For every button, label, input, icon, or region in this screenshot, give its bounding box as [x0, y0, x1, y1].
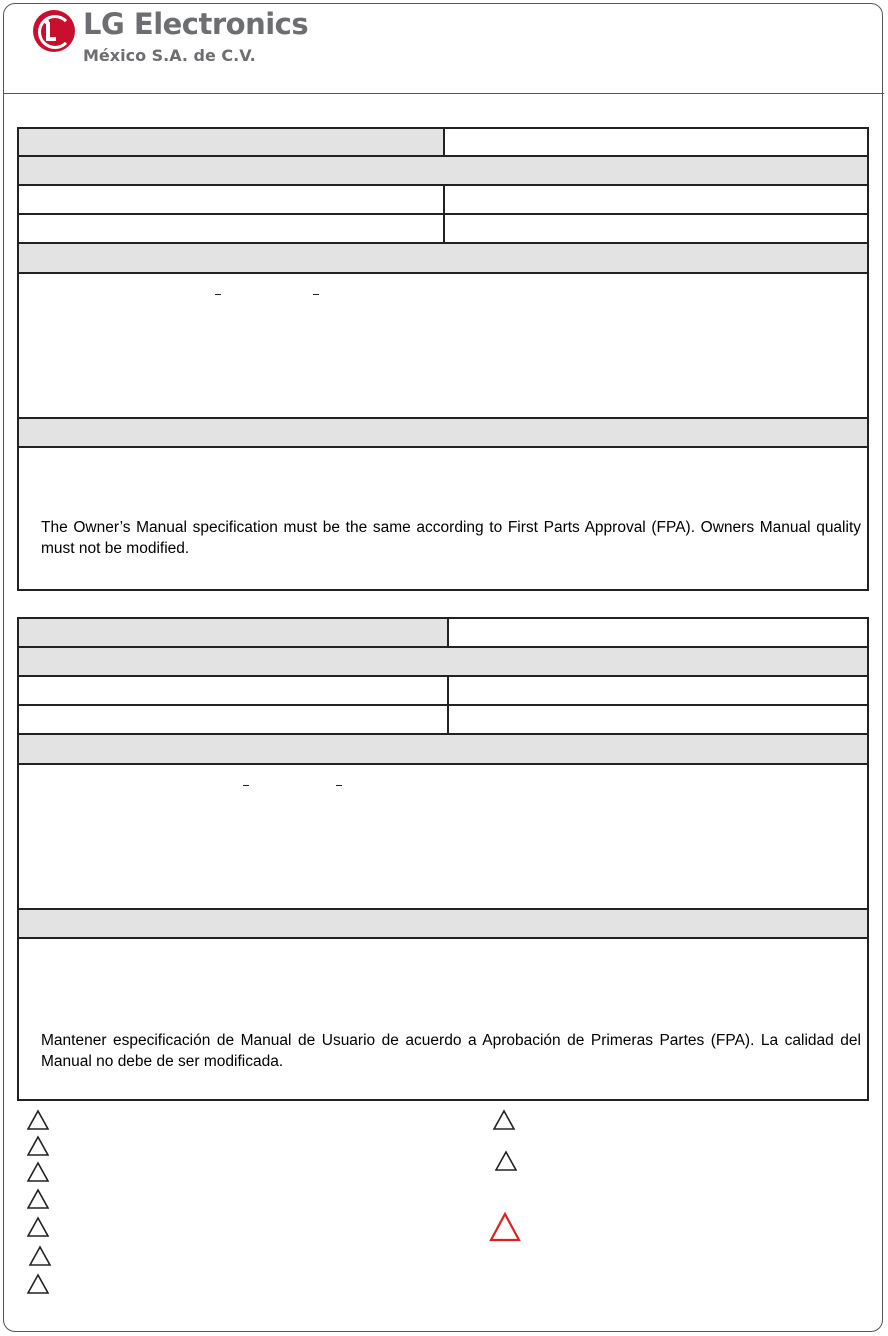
- alert-triangle-icon: [489, 1212, 521, 1242]
- triangle-icon: [27, 1273, 49, 1295]
- brand-logo: [33, 8, 313, 68]
- section-header: [19, 735, 867, 765]
- header-divider: [4, 93, 884, 94]
- triangle-icon: [27, 1161, 49, 1183]
- form-row-3: [19, 706, 867, 735]
- form-row-2: [19, 677, 867, 706]
- form-row-3: [19, 215, 867, 244]
- triangle-icon: [493, 1109, 515, 1131]
- brand-name: LG Electronics: [83, 7, 309, 41]
- section-header: [19, 648, 867, 677]
- spec-form-spanish: [17, 617, 869, 1101]
- section-header: [19, 157, 867, 186]
- description-area: [19, 765, 867, 910]
- form-row-1: [19, 619, 867, 648]
- brand-subtitle: México S.A. de C.V.: [83, 46, 256, 65]
- triangle-icon: [27, 1216, 49, 1238]
- note-text: The Owner’s Manual specification must be the same according to First Parts Approval (FPA). Owners Manual quality must not be modified.: [41, 519, 861, 557]
- form-row-2: [19, 186, 867, 215]
- triangle-icon: [27, 1188, 49, 1210]
- form-row-1: [19, 129, 867, 157]
- section-header: [19, 910, 867, 939]
- triangle-icon: [495, 1150, 517, 1172]
- section-header: [19, 244, 867, 274]
- field-label-cell: [19, 129, 443, 155]
- lg-logo-icon: [33, 10, 75, 52]
- description-area: [19, 274, 867, 419]
- section-header: [19, 419, 867, 448]
- triangle-icon: [27, 1135, 49, 1157]
- triangle-icon: [29, 1245, 51, 1267]
- triangle-icon: [27, 1109, 49, 1131]
- note-text: Mantener especificación de Manual de Usuario de acuerdo a Aprobación de Primeras Partes (FPA). La calidad del Manual no debe de ser modificada.: [41, 1032, 861, 1070]
- spec-form-english: [17, 127, 869, 591]
